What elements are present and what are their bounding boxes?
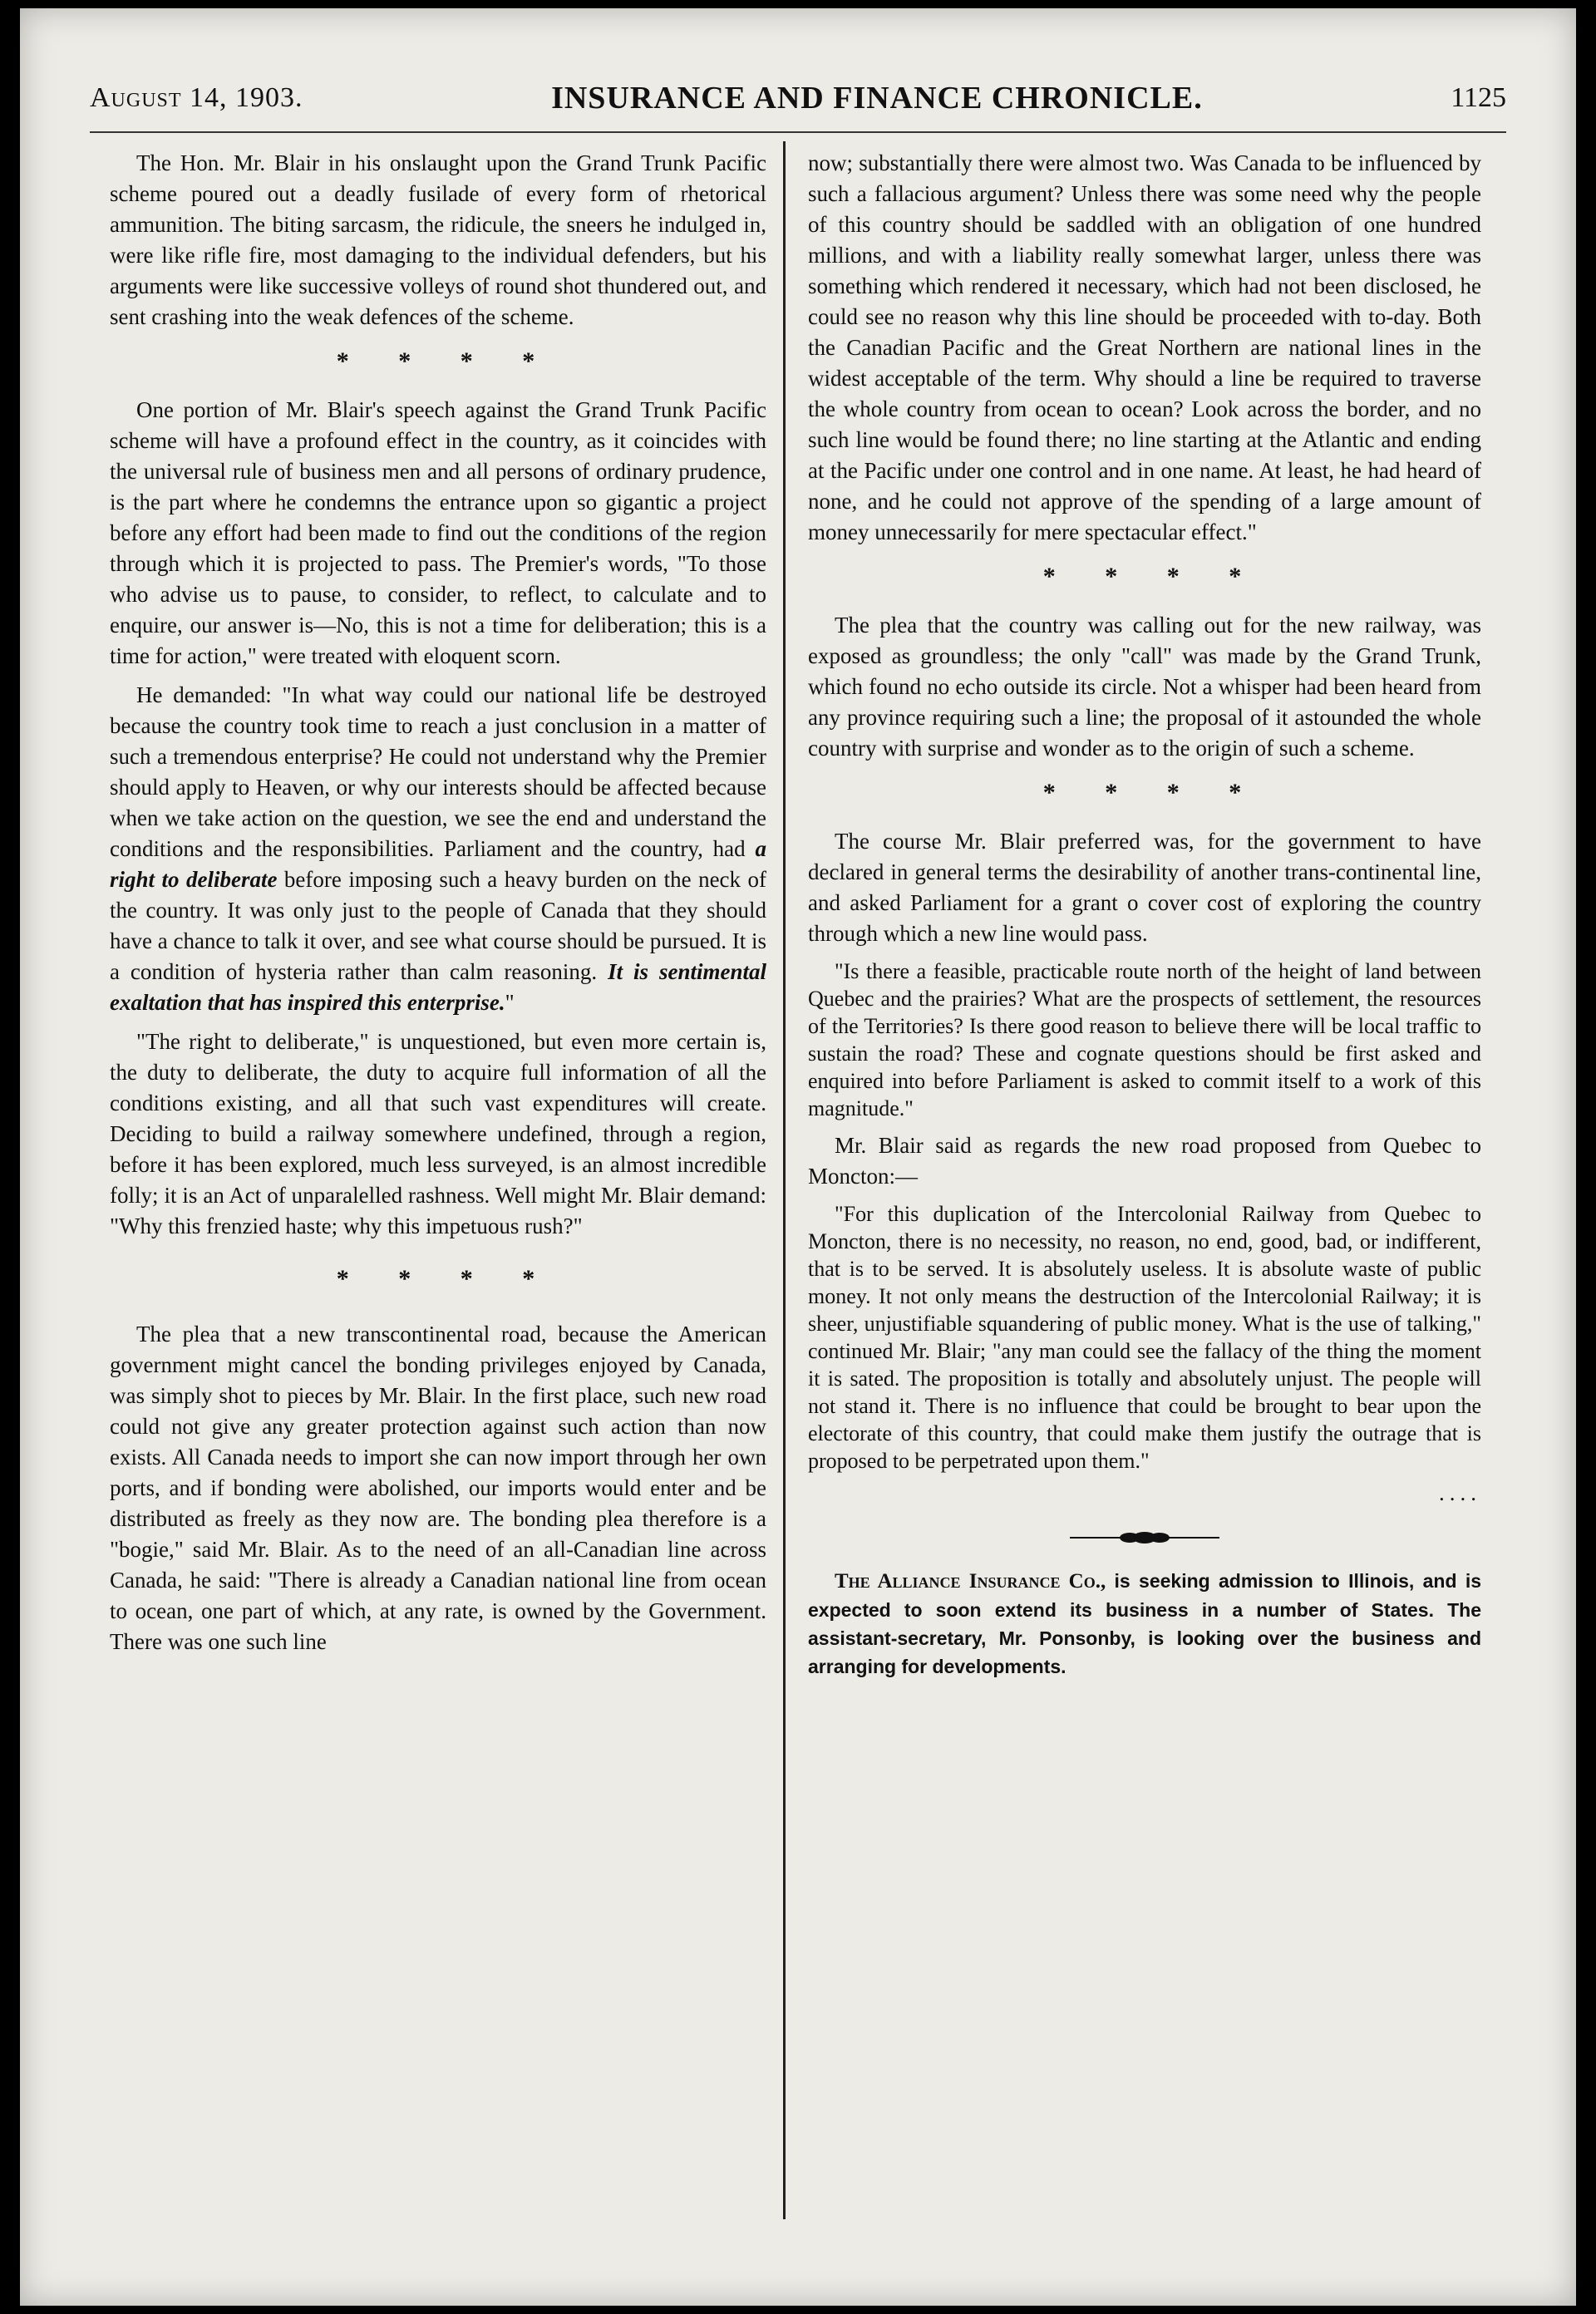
newspaper-page (20, 8, 1576, 2306)
notice-body: is seeking admission to Illinois, and is expected to soon extend its business in a number of States. The assistant-secretary, Mr. Ponsonby, is looking over the business and arranging for developments. (808, 1570, 1482, 1677)
page-header (90, 73, 1506, 123)
article-paragraph: "Is there a feasible, practicable route north of the height of land between Quebec and the prairies? What are the prospects of settlement, the resources of the Territories? Is there good reason to believe there will be local traffic to sustain the road? These and cognate questions should be first asked and enquired into before Parliament is asked to commit itself to a work of this magnitude." (808, 959, 1481, 1120)
ornament-divider-icon (808, 1530, 1481, 1545)
article-paragraph: now; substantially there were almost two. Was Canada to be influenced by such a fallacious argument? Unless there was some need why the people of this country should be saddled with an obligation of one hundred millions, and with a liability really somewhat larger, unless there was something which rendered it necessary, which had not been disclosed, he could see no reason why this line should be proceeded with to-day. Both the Canadian Pacific and the Great Northern are national lines in the widest acceptable of the term. Why should a line be required to traverse the whole country from ocean to ocean? Look across the border, and no such line would be found there; no line starting at the Atlantic and ending at the Pacific under one control and in one name. At least, he had heard of none, and he could not approve of the spending of a large amount of money unnecessarily for mere spectacular effect." (808, 150, 1481, 544)
column-divider (783, 141, 786, 2219)
section-stars: * * * * (1042, 563, 1264, 590)
closing-quote: " (505, 990, 515, 1015)
trailing-dots: .... (1439, 1480, 1481, 1505)
header-rule (90, 131, 1506, 133)
section-stars: * * * * (336, 347, 557, 375)
paragraph-text: He demanded: "In what way could our national life be destroyed because the country took time to reach a just conclusion in a matter of such a tremendous enterprise? He could not understand why the Premier should apply to Heaven, or why our interests should be affected because when we take action on the question, we see the end and understand the conditions and the responsibilities. Parliament and the country, had (110, 682, 766, 861)
notice-lead: The Alliance Insurance Co., (835, 1570, 1106, 1593)
publication-title: INSURANCE AND FINANCE CHRONICLE. (551, 81, 1203, 116)
section-stars: * * * * (1042, 779, 1264, 806)
paragraph-text: before imposing such a heavy burden on the neck of the country. It was only just to the people of Canada that they should have a chance to talk it over, and see what course should be pursued. It is a condition of hysteria rather than calm reasoning. (110, 867, 766, 984)
issue-date: August 14, 1903. (90, 82, 303, 113)
section-stars: * * * * (336, 1265, 557, 1292)
insurance-notice (808, 1567, 1481, 1681)
article-paragraph: The course Mr. Blair preferred was, for the government to have declared in general terms the desirability of another trans-continental line, and asked Parliament for a grant o cover cost of exploring the country through which a new line would pass. (808, 829, 1481, 946)
emphasis-text: It is sentimental exaltation that has inspired this enterprise. (110, 959, 767, 1015)
article-paragraph: "For this duplication of the Intercolonial Railway from Quebec to Moncton, there is no necessity, no reason, no end, good, bad, or indifferent, that is to be served. It is absolutely useless. It is absolute waste of public money. It not only means the destruction of the Intercolonial Railway; it is sheer, unjustifiable squandering of public money. What is the use of talking," continued Mr. Blair; "any man could see the fallacy of the thing the moment it is sated. The proposition is totally and absolutely unjust. The people will not stand it. There is no influence that could be brought to bear upon the electorate of this country, that could make them justify the outrage that is proposed to be perpetrated upon them." (808, 1202, 1481, 1473)
article-paragraph (110, 680, 766, 1018)
article-paragraph: Mr. Blair said as regards the new road proposed from Quebec to Moncton:— (808, 1133, 1481, 1189)
article-paragraph: The plea that the country was calling out for the new railway, was exposed as groundless; the only "call" was made by the Grand Trunk, which found no echo outside its circle. Not a whisper had been heard from any province requiring such a line; the proposal of it astounded the whole country with surprise and wonder as to the origin of such a scheme. (808, 613, 1481, 761)
article-paragraph: The Hon. Mr. Blair in his onslaught upon the Grand Trunk Pacific scheme poured out a deadly fusilade of every form of rhetorical ammunition. The biting sarcasm, the ridicule, the sneers he indulged in, were like rifle fire, most damaging to the individual defenders, but his arguments were like successive volleys of round shot thundered out, and sent crashing into the weak defences of the scheme. (110, 150, 766, 329)
article-paragraph: One portion of Mr. Blair's speech against the Grand Trunk Pacific scheme will have a profound effect in the country, as it coincides with the universal rule of business men and all persons of ordinary prudence, is the part where he condemns the entrance upon so gigantic a project before any effort had been made to find out the conditions of the region through which it is projected to pass. The Premier's words, "To those who advise us to pause, to consider, to reflect, to calculate and to enquire, our answer is—No, this is not a time for deliberation; this is a time for action," were treated with eloquent scorn. (110, 397, 766, 668)
article-paragraph: The plea that a new transcontinental road, because the American government might cancel the bonding privileges enjoyed by Canada, was simply shot to pieces by Mr. Blair. In the first place, such new road could not give any greater protection against such action than now exists. All Canada needs to import she can now import through her own ports, and if bonding were abolished, our imports would enter and be distributed as freely as they now are. The bonding plea therefore is a "bogie," said Mr. Blair. As to the need of an all-Canadian line across Canada, he said: "There is already a Canadian national line from ocean to ocean, one part of which, at any rate, is owned by the Government. There was one such line (110, 1322, 766, 1654)
left-column (110, 148, 766, 1666)
emphasis-text: a right to deliberate (110, 836, 766, 892)
article-paragraph: "The right to deliberate," is unquestioned, but even more certain is, the duty to deliberate, the duty to acquire full information of all the conditions existing, and all that such vast expenditures will create. Deciding to build a railway somewhere undefined, through a region, before it has been explored, much less surveyed, is an almost incredible folly; it is an Act of unparalelled rashness. Well might Mr. Blair demand: "Why this frenzied haste; why this impetuous rush?" (110, 1029, 766, 1238)
right-column (808, 148, 1481, 1689)
page-number: 1125 (1451, 82, 1506, 113)
